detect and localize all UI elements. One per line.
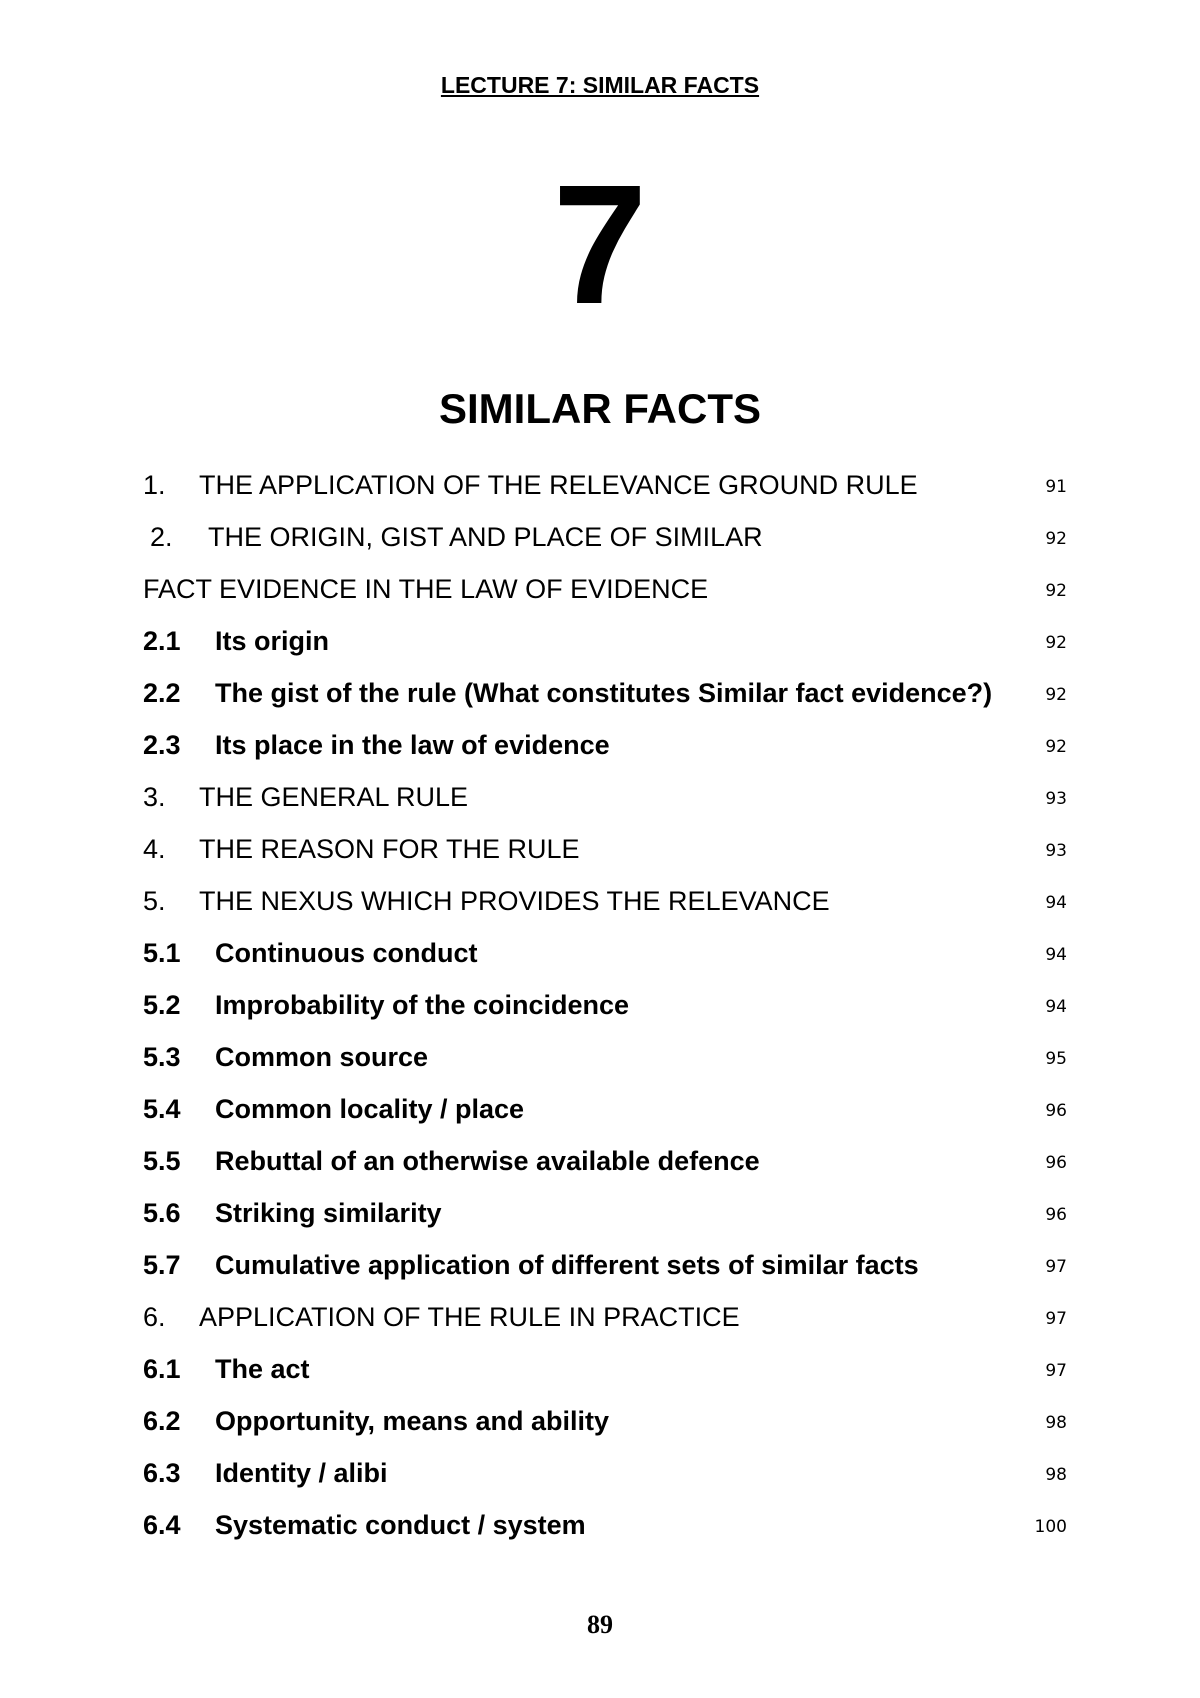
chapter-number: 7 (552, 150, 648, 340)
toc-entry-number: 5.5 (143, 1146, 181, 1176)
toc-entry-page: 94 (1045, 893, 1067, 913)
toc-entry-label: FACT EVIDENCE IN THE LAW OF EVIDENCE (143, 574, 709, 604)
toc-entry-number: 6. (143, 1302, 166, 1332)
toc-entry-page: 92 (1045, 529, 1067, 549)
toc-entry-page: 94 (1045, 997, 1067, 1017)
toc-entry (0, 780, 1200, 814)
toc-entry-label: Identity / alibi (215, 1458, 388, 1488)
toc-entry-page: 97 (1045, 1309, 1067, 1329)
toc-entry-number: 5.6 (143, 1198, 181, 1228)
toc-entry-label: The gist of the rule (What constitutes Similar fact evidence?) (215, 678, 993, 708)
toc-entry-page: 92 (1045, 633, 1067, 653)
toc-entry (0, 520, 1200, 554)
toc-entry-label: THE ORIGIN, GIST AND PLACE OF SIMILAR (208, 522, 763, 552)
toc-entry-label: Striking similarity (215, 1198, 442, 1228)
toc-entry-page: 96 (1045, 1153, 1067, 1173)
toc-entry-label: The act (215, 1354, 310, 1384)
toc-entry-label: Systematic conduct / system (215, 1510, 586, 1540)
toc-entry-number: 5. (143, 886, 166, 916)
toc-entry (0, 884, 1200, 918)
toc-entry-label: THE APPLICATION OF THE RELEVANCE GROUND RULE (199, 470, 918, 500)
toc-entry-label: Its place in the law of evidence (215, 730, 610, 760)
toc-entry (0, 1092, 1200, 1126)
toc-entry (0, 936, 1200, 970)
toc-entry-label: APPLICATION OF THE RULE IN PRACTICE (199, 1302, 740, 1332)
toc-entry-number: 5.7 (143, 1250, 181, 1280)
toc-entry-number: 2.3 (143, 730, 181, 760)
toc-entry-label: THE REASON FOR THE RULE (199, 834, 580, 864)
toc-entry-page: 92 (1045, 737, 1067, 757)
toc-entry (0, 832, 1200, 866)
toc-entry (0, 728, 1200, 762)
toc-entry-number: 6.1 (143, 1354, 181, 1384)
toc-entry-number: 4. (143, 834, 166, 864)
toc-entry (0, 468, 1200, 502)
toc-entry (0, 1144, 1200, 1178)
toc-entry (0, 1040, 1200, 1074)
toc-entry-number: 6.3 (143, 1458, 181, 1488)
toc-entry-label: Continuous conduct (215, 938, 478, 968)
toc-entry-number: 6.4 (143, 1510, 181, 1540)
toc-entry-number: 2.1 (143, 626, 181, 656)
toc-entry (0, 1352, 1200, 1386)
toc-entry (0, 676, 1200, 710)
toc-entry (0, 1456, 1200, 1490)
toc-entry-label: Common source (215, 1042, 429, 1072)
toc-entry-label: THE NEXUS WHICH PROVIDES THE RELEVANCE (199, 886, 830, 916)
toc-entry-page: 94 (1045, 945, 1067, 965)
toc-entry (0, 1300, 1200, 1334)
toc-entry (0, 1196, 1200, 1230)
toc-entry-label: Opportunity, means and ability (215, 1406, 610, 1436)
running-header: LECTURE 7: SIMILAR FACTS (440, 72, 760, 98)
toc-entry-page: 93 (1045, 789, 1067, 809)
toc-entry-label: Its origin (215, 626, 329, 656)
toc-entry-number: 5.4 (143, 1094, 181, 1124)
toc-entry-page: 96 (1045, 1205, 1067, 1225)
toc-entry-page: 96 (1045, 1101, 1067, 1121)
toc-entry (0, 624, 1200, 658)
toc-entry-page: 97 (1045, 1257, 1067, 1277)
toc-entry-label: Improbability of the coincidence (215, 990, 630, 1020)
toc-entry (0, 1248, 1200, 1282)
toc-entry-page: 95 (1045, 1049, 1067, 1069)
toc-entry-number: 2. (150, 522, 173, 552)
chapter-title: SIMILAR FACTS (439, 385, 761, 432)
toc-entry-page: 100 (1034, 1517, 1067, 1537)
toc-entry-number: 1. (143, 470, 166, 500)
toc-entry (0, 572, 1200, 606)
toc-entry-label: Common locality / place (215, 1094, 525, 1124)
toc-entry-page: 91 (1045, 477, 1067, 497)
toc-entry-number: 6.2 (143, 1406, 181, 1436)
toc-entry-page: 97 (1045, 1361, 1067, 1381)
toc-entry-number: 5.2 (143, 990, 181, 1020)
toc-entry-label: Cumulative application of different sets of similar facts (215, 1250, 919, 1280)
toc-entry-page: 93 (1045, 841, 1067, 861)
toc-entry (0, 1404, 1200, 1438)
toc-entry-label: Rebuttal of an otherwise available defence (215, 1146, 760, 1176)
toc-entry-page: 92 (1045, 581, 1067, 601)
toc-entry (0, 988, 1200, 1022)
page-number: 89 (587, 1610, 613, 1639)
toc-entry-number: 5.3 (143, 1042, 181, 1072)
toc-entry-page: 98 (1045, 1413, 1067, 1433)
toc-entry-page: 92 (1045, 685, 1067, 705)
toc-entry-number: 3. (143, 782, 166, 812)
toc-entry-number: 2.2 (143, 678, 181, 708)
toc-entry-label: THE GENERAL RULE (199, 782, 469, 812)
toc-entry (0, 1508, 1200, 1542)
toc-entry-number: 5.1 (143, 938, 181, 968)
toc-entry-page: 98 (1045, 1465, 1067, 1485)
